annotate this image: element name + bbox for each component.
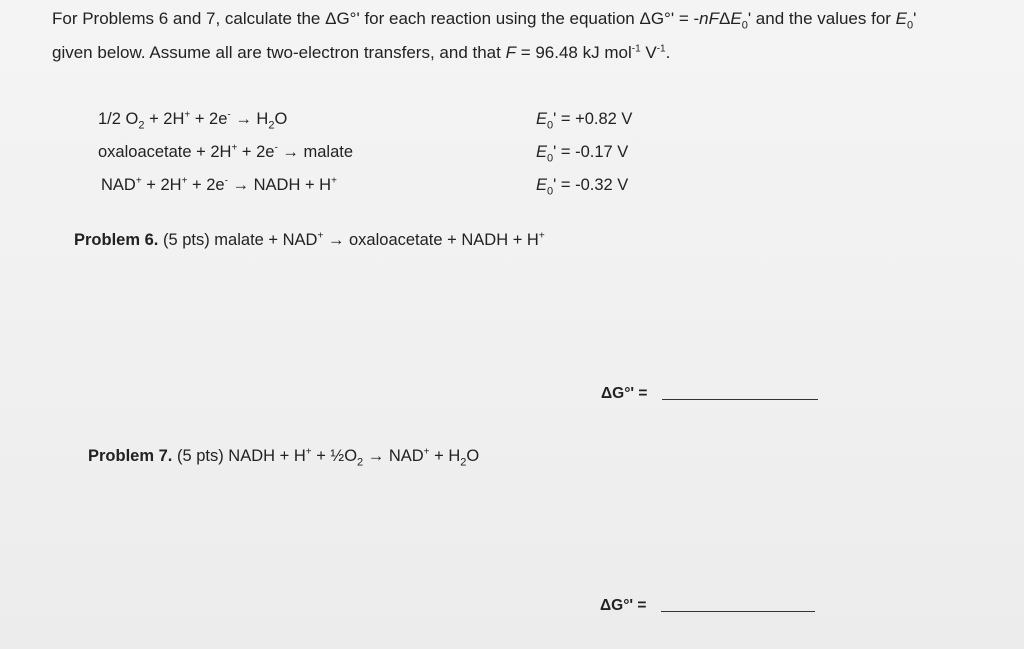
superscript: +: [423, 446, 430, 458]
problem-6-answer-label: ΔG°' =: [601, 385, 648, 402]
problem-7-text: + H: [429, 447, 461, 465]
e-subscript: 0: [547, 185, 554, 198]
problem-6-answer-blank[interactable]: [662, 399, 818, 400]
reaction-text: O: [274, 110, 288, 128]
problem-6-text: (5 pts) malate + NAD: [158, 231, 318, 249]
potential-oxygen: [536, 110, 633, 132]
superscript: +: [331, 175, 337, 187]
superscript: +: [317, 230, 324, 242]
faraday-symbol: F: [505, 43, 516, 62]
reaction-text: H: [256, 110, 269, 128]
reaction-arrow: →: [230, 110, 257, 128]
unit-exponent: -1: [656, 43, 666, 55]
reaction-text: + 2H: [144, 110, 185, 128]
subscript: 2: [357, 456, 364, 469]
potential-oxaloacetate: [536, 143, 629, 165]
instructions-text: For Problems 6 and 7, calculate the: [52, 9, 326, 28]
half-reaction-oxaloacetate: [98, 143, 353, 162]
superscript: -: [274, 142, 278, 154]
equation-delta: Δ: [719, 9, 731, 28]
instructions-text: and the values for: [751, 9, 896, 28]
superscript: +: [135, 175, 142, 187]
e-symbol: E: [536, 143, 548, 161]
potential-value: ' = -0.17 V: [553, 143, 629, 161]
equation-subscript: 0: [741, 19, 748, 32]
problem-7-answer-blank[interactable]: [661, 611, 815, 612]
reaction-text: NADH + H: [253, 176, 332, 194]
superscript: +: [231, 142, 238, 154]
faraday-value: = 96.48 kJ mol: [515, 43, 632, 62]
problem-7-text: + ½O: [311, 447, 358, 465]
reaction-text: malate: [303, 143, 354, 161]
instructions-line-1: [52, 9, 917, 32]
potential-nad: [536, 176, 629, 198]
reaction-text: + 2H: [141, 176, 182, 194]
superscript: +: [184, 109, 191, 121]
reaction-text: + 2e: [237, 143, 275, 161]
problem-7-text: O: [466, 447, 480, 465]
superscript: +: [181, 175, 188, 187]
reaction-text: oxaloacetate + 2H: [98, 143, 232, 161]
problem-6: [74, 231, 545, 250]
problem-7-text: → NAD: [363, 447, 424, 465]
problem-7-label: Problem 7.: [88, 447, 173, 465]
reaction-arrow: →: [227, 176, 254, 194]
problem-6-label: Problem 6.: [74, 231, 159, 249]
problem-7-text: (5 pts) NADH + H: [172, 447, 306, 465]
equation-e: E: [730, 9, 742, 28]
problem-7: [88, 446, 480, 469]
unit-exponent: -1: [631, 43, 641, 55]
e-subscript: 0: [547, 152, 554, 165]
e-subscript: 0: [907, 19, 914, 32]
instructions-line-2: [52, 43, 670, 63]
instructions-text: for each reaction using the equation: [359, 9, 640, 28]
reaction-arrow: →: [277, 143, 304, 161]
superscript: -: [227, 109, 231, 121]
superscript: +: [538, 230, 545, 242]
equation-text: ΔG°' = -: [639, 9, 700, 28]
e-symbol: E: [536, 176, 548, 194]
equation-prime: ': [747, 9, 752, 28]
problem-7-answer-label: ΔG°' =: [600, 597, 647, 614]
e-symbol: E: [895, 9, 908, 28]
subscript: 2: [268, 119, 275, 132]
potential-value: ' = +0.82 V: [553, 110, 633, 128]
half-reaction-nad: [101, 176, 337, 195]
superscript: +: [305, 446, 312, 458]
e-subscript: 0: [547, 119, 554, 132]
period: .: [665, 43, 671, 62]
superscript: -: [224, 175, 228, 187]
reaction-text: 1/2 O: [98, 110, 139, 128]
reaction-text: NAD: [101, 176, 136, 194]
subscript: 2: [460, 456, 467, 469]
equation-f: F: [708, 9, 719, 28]
half-reaction-oxygen: [98, 109, 288, 132]
reaction-text: + 2e: [190, 110, 228, 128]
e-prime: ': [913, 9, 917, 28]
instructions-text: given below. Assume all are two-electron transfers, and that: [52, 43, 506, 62]
unit-volt: V: [640, 43, 657, 62]
delta-g-symbol: ΔG°': [325, 9, 360, 28]
problem-6-text: → oxaloacetate + NADH + H: [323, 231, 539, 249]
reaction-text: + 2e: [187, 176, 225, 194]
potential-value: ' = -0.32 V: [553, 176, 629, 194]
e-symbol: E: [536, 110, 548, 128]
subscript: 2: [138, 119, 145, 132]
equation-n: n: [699, 9, 709, 28]
